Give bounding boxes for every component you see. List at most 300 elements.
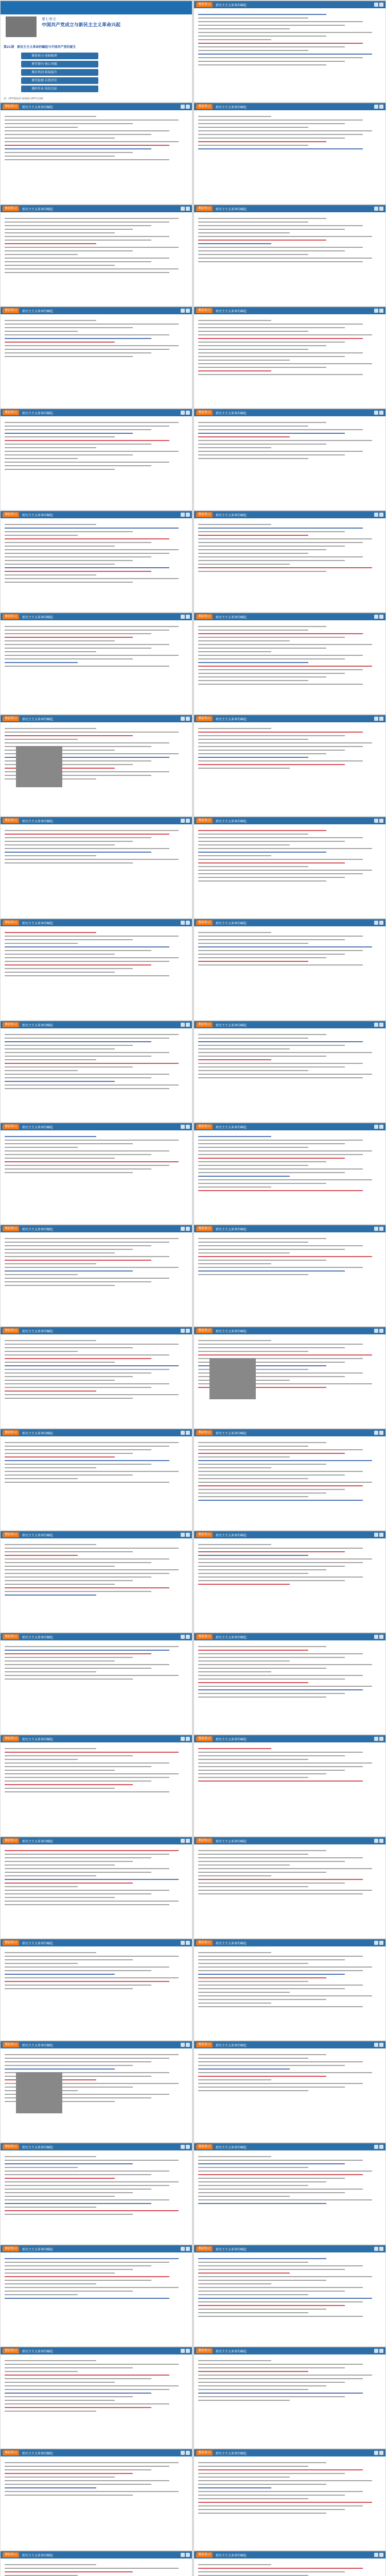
text-line (198, 2389, 308, 2390)
text-line (5, 1041, 151, 1042)
next-icon[interactable] (379, 1329, 383, 1333)
nav-arrows[interactable] (374, 1941, 383, 1945)
slide-tag: 课前预习 (196, 2450, 213, 2455)
nav-arrows[interactable] (181, 921, 190, 925)
nav-arrows[interactable] (181, 2553, 190, 2557)
nav-arrows[interactable] (374, 1023, 383, 1027)
prev-icon[interactable] (181, 1431, 185, 1435)
nav-arrows[interactable] (181, 1227, 190, 1231)
slide-row (0, 1735, 386, 1837)
next-icon[interactable] (379, 1839, 383, 1843)
next-icon[interactable] (379, 717, 383, 721)
nav-arrows[interactable] (374, 1737, 383, 1741)
next-icon[interactable] (186, 1839, 190, 1843)
nav-arrows[interactable] (374, 1125, 383, 1129)
next-icon[interactable] (186, 513, 190, 517)
next-icon[interactable] (186, 2043, 190, 2047)
slide-subtitle: 新民主主义革命的崛起 (22, 1329, 54, 1333)
nav-arrows[interactable] (181, 2043, 190, 2047)
prev-icon[interactable] (374, 1227, 378, 1231)
text-line (5, 1376, 133, 1377)
text-line (198, 1238, 326, 1239)
nav-arrows[interactable] (181, 1533, 190, 1537)
slide-thumbnail[interactable] (194, 2143, 385, 2244)
slide-thumbnail[interactable] (1, 2551, 192, 2576)
slide-tag: 课前预习 (196, 1124, 213, 1129)
prev-icon[interactable] (181, 2553, 185, 2557)
slide-body (1, 1538, 192, 1601)
slide-thumbnail[interactable] (194, 715, 385, 816)
slide-thumbnail[interactable] (1, 511, 192, 612)
text-line (5, 1981, 169, 1982)
text-line (5, 2400, 115, 2401)
slide-thumbnail[interactable] (1, 1327, 192, 1428)
next-icon[interactable] (379, 921, 383, 925)
next-icon[interactable] (379, 105, 383, 109)
cover-site: 第一PPT模板网 WWW.1PPT.COM (4, 97, 43, 100)
nav-arrows[interactable] (181, 2145, 190, 2149)
slide-thumbnail[interactable] (1, 715, 192, 816)
slide-header-bar (194, 103, 385, 110)
slide-thumbnail[interactable] (194, 2449, 385, 2550)
slide-tag: 课前预习 (196, 206, 213, 211)
prev-icon[interactable] (181, 2043, 185, 2047)
text-line (5, 658, 133, 659)
next-icon[interactable] (379, 2349, 383, 2353)
next-icon[interactable] (379, 2247, 383, 2251)
nav-arrows[interactable] (374, 615, 383, 619)
text-line (198, 655, 363, 656)
prev-icon[interactable] (374, 2553, 378, 2557)
prev-icon[interactable] (374, 309, 378, 313)
nav-arrows[interactable] (374, 207, 383, 211)
next-icon[interactable] (186, 207, 190, 211)
slide-thumbnail[interactable] (194, 1429, 385, 1530)
prev-icon[interactable] (181, 513, 185, 517)
next-icon[interactable] (379, 513, 383, 517)
slide-thumbnail[interactable] (1, 2041, 192, 2142)
nav-arrows[interactable] (374, 2349, 383, 2353)
slide-thumbnail[interactable] (1, 1633, 192, 1734)
slide-thumbnail[interactable] (1, 205, 192, 306)
slide-thumbnail[interactable] (194, 1837, 385, 1938)
slide-thumbnail[interactable] (1, 103, 192, 204)
next-icon[interactable] (379, 411, 383, 415)
prev-icon[interactable] (181, 1533, 185, 1537)
slide-thumbnail[interactable] (194, 2551, 385, 2576)
next-icon[interactable] (379, 1023, 383, 1027)
slide-thumbnail[interactable] (194, 409, 385, 510)
next-icon[interactable] (186, 1635, 190, 1639)
next-icon[interactable] (186, 411, 190, 415)
text-line (5, 265, 115, 266)
text-line (198, 334, 372, 335)
prev-icon[interactable] (374, 1533, 378, 1537)
text-line (5, 1551, 133, 1552)
nav-arrows[interactable] (374, 2553, 383, 2557)
next-icon[interactable] (379, 819, 383, 823)
text-line (198, 345, 326, 346)
next-icon[interactable] (186, 1227, 190, 1231)
slide-body (1, 1742, 192, 1798)
slide-thumbnail[interactable] (194, 817, 385, 918)
slide-thumbnail[interactable] (194, 205, 385, 306)
slide-subtitle: 新民主主义革命的崛起 (22, 1431, 54, 1435)
nav-arrows[interactable] (374, 1839, 383, 1843)
slide-thumbnail[interactable] (194, 1123, 385, 1224)
slide-body (194, 2150, 385, 2210)
text-line (198, 2396, 345, 2397)
slide-thumbnail[interactable] (194, 1021, 385, 1122)
prev-icon[interactable] (374, 1023, 378, 1027)
slide-thumbnail[interactable] (1, 1531, 192, 1632)
text-line (5, 1671, 96, 1672)
slide-tag: 课前预习 (3, 2450, 19, 2455)
slide-tag: 课前预习 (196, 1634, 213, 1639)
cover-menu-item[interactable]: 课后巩固·拓展提升 (21, 69, 98, 76)
prev-icon[interactable] (374, 1125, 378, 1129)
nav-arrows[interactable] (181, 1431, 190, 1435)
prev-icon[interactable] (374, 1329, 378, 1333)
next-icon[interactable] (186, 1125, 190, 1129)
nav-arrows[interactable] (374, 717, 383, 721)
next-icon[interactable] (379, 2145, 383, 2149)
slide-thumbnail[interactable] (1, 817, 192, 918)
slide-image (16, 2072, 62, 2113)
nav-arrows[interactable] (374, 411, 383, 415)
nav-arrows[interactable] (374, 2247, 383, 2251)
nav-arrows[interactable] (374, 2145, 383, 2149)
prev-icon[interactable] (374, 1737, 378, 1741)
text-line (198, 1959, 345, 1960)
next-icon[interactable] (186, 309, 190, 313)
text-line (198, 564, 290, 565)
nav-arrows[interactable] (181, 1941, 190, 1945)
next-icon[interactable] (379, 1635, 383, 1639)
slide-thumbnail[interactable] (1, 919, 192, 1020)
nav-arrows[interactable] (374, 1635, 383, 1639)
nav-arrows[interactable] (181, 309, 190, 313)
next-icon[interactable] (379, 1227, 383, 1231)
text-line (198, 1500, 363, 1501)
prev-icon[interactable] (181, 1329, 185, 1333)
text-line (198, 676, 326, 677)
prev-icon[interactable] (181, 1023, 185, 1027)
text-line (198, 2367, 345, 2368)
nav-arrows[interactable] (181, 411, 190, 415)
slide-thumbnail[interactable] (194, 2245, 385, 2346)
next-icon[interactable] (186, 2247, 190, 2251)
slide-thumbnail[interactable] (194, 1327, 385, 1428)
prev-icon[interactable] (181, 1227, 185, 1231)
text-line (5, 1372, 151, 1374)
text-line (5, 2287, 179, 2288)
nav-arrows[interactable] (181, 513, 190, 517)
next-icon[interactable] (379, 615, 383, 619)
slide-thumbnail[interactable] (194, 2041, 385, 2142)
prev-icon[interactable] (374, 819, 378, 823)
slide-thumbnail[interactable] (1, 2347, 192, 2448)
text-line (5, 327, 133, 328)
text-line (5, 469, 115, 470)
text-line (5, 2571, 133, 2572)
slide-thumbnail[interactable] (1, 1021, 192, 1122)
nav-arrows[interactable] (374, 921, 383, 925)
text-line (198, 1566, 345, 1567)
text-line (5, 1781, 151, 1782)
slide-thumbnail[interactable] (194, 2347, 385, 2448)
cover-menu-item[interactable]: 课堂检测·自我评价 (21, 77, 98, 84)
prev-icon[interactable] (181, 2451, 185, 2455)
next-icon[interactable] (379, 1533, 383, 1537)
text-line (198, 422, 326, 423)
slide-header-bar (1, 205, 192, 212)
nav-arrows[interactable] (181, 1329, 190, 1333)
next-icon[interactable] (186, 105, 190, 109)
slide-thumbnail[interactable] (1, 2245, 192, 2346)
nav-arrows[interactable] (181, 615, 190, 619)
next-icon[interactable] (379, 1431, 383, 1435)
slide-subtitle: 新民主主义革命的崛起 (22, 1941, 54, 1945)
text-line (198, 728, 271, 729)
nav-arrows[interactable] (181, 1737, 190, 1741)
text-line (5, 637, 133, 638)
nav-arrows[interactable] (181, 717, 190, 721)
text-line (198, 666, 372, 667)
slide-thumbnail[interactable] (1, 613, 192, 714)
prev-icon[interactable] (374, 2145, 378, 2149)
next-icon[interactable] (379, 1125, 383, 1129)
text-line (198, 1263, 271, 1264)
next-icon[interactable] (186, 2451, 190, 2455)
prev-icon[interactable] (181, 615, 185, 619)
nav-arrows[interactable] (374, 309, 383, 313)
text-line (198, 1070, 308, 1071)
text-line (198, 360, 290, 361)
next-icon[interactable] (186, 2145, 190, 2149)
text-line (198, 946, 372, 947)
nav-arrows[interactable] (181, 2349, 190, 2353)
text-line (198, 43, 363, 44)
text-line (198, 2160, 363, 2161)
text-line (5, 1879, 179, 1880)
text-line (5, 1238, 179, 1239)
text-line (198, 753, 326, 754)
slide-thumbnail[interactable] (1, 1429, 192, 1530)
slide-header-bar (194, 1837, 385, 1844)
slide-thumbnail[interactable] (1, 307, 192, 408)
nav-arrows[interactable] (374, 2043, 383, 2047)
text-line (5, 1664, 169, 1665)
prev-icon[interactable] (181, 921, 185, 925)
text-line (5, 1464, 151, 1465)
next-icon[interactable] (379, 1737, 383, 1741)
prev-icon[interactable] (374, 2349, 378, 2353)
slide-thumbnail[interactable] (194, 511, 385, 612)
slide-header-bar (194, 511, 385, 518)
next-icon[interactable] (379, 309, 383, 313)
prev-icon[interactable] (181, 2247, 185, 2251)
prev-icon[interactable] (181, 717, 185, 721)
nav-arrows[interactable] (181, 819, 190, 823)
slide-thumbnail[interactable] (1, 1, 192, 102)
text-line (198, 768, 290, 769)
slide-thumbnail[interactable] (194, 613, 385, 714)
prev-icon[interactable] (181, 2349, 185, 2353)
next-icon[interactable] (186, 921, 190, 925)
prev-icon[interactable] (181, 207, 185, 211)
next-icon[interactable] (186, 1329, 190, 1333)
cover-menu-item[interactable]: 课时作业·知识达标 (21, 86, 98, 92)
prev-icon[interactable] (374, 1839, 378, 1843)
prev-icon[interactable] (181, 1839, 185, 1843)
slide-body (1, 518, 192, 588)
text-line (5, 1872, 151, 1873)
prev-icon[interactable] (374, 2451, 378, 2455)
prev-icon[interactable] (374, 3, 378, 7)
prev-icon[interactable] (374, 921, 378, 925)
text-line (198, 1759, 308, 1760)
prev-icon[interactable] (181, 819, 185, 823)
slide-thumbnail[interactable] (1, 2449, 192, 2550)
prev-icon[interactable] (181, 1125, 185, 1129)
slide-header-bar (1, 409, 192, 416)
prev-icon[interactable] (374, 1431, 378, 1435)
next-icon[interactable] (186, 2349, 190, 2353)
text-line (5, 324, 179, 325)
nav-arrows[interactable] (181, 207, 190, 211)
prev-icon[interactable] (374, 411, 378, 415)
slide-thumbnail[interactable] (194, 1225, 385, 1326)
next-icon[interactable] (379, 2553, 383, 2557)
nav-arrows[interactable] (374, 2451, 383, 2455)
prev-icon[interactable] (374, 2247, 378, 2251)
next-icon[interactable] (379, 207, 383, 211)
prev-icon[interactable] (374, 717, 378, 721)
slide-thumbnail[interactable] (194, 1939, 385, 2040)
prev-icon[interactable] (181, 105, 185, 109)
next-icon[interactable] (379, 2451, 383, 2455)
nav-arrows[interactable] (181, 2451, 190, 2455)
nav-arrows[interactable] (181, 1125, 190, 1129)
slide-row (0, 1021, 386, 1123)
text-line (5, 1963, 78, 1964)
text-line (198, 1143, 345, 1144)
nav-arrows[interactable] (374, 1431, 383, 1435)
nav-arrows[interactable] (374, 513, 383, 517)
text-line (198, 1482, 372, 1483)
slide-thumbnail[interactable] (1, 409, 192, 510)
next-icon[interactable] (186, 1533, 190, 1537)
nav-arrows[interactable] (374, 1227, 383, 1231)
text-line (198, 429, 363, 430)
text-line (198, 1485, 363, 1486)
prev-icon[interactable] (181, 1941, 185, 1945)
prev-icon[interactable] (181, 1737, 185, 1741)
slide-body (194, 8, 385, 71)
slide-thumbnail[interactable] (1, 1225, 192, 1326)
slide-thumbnail[interactable] (1, 1735, 192, 1836)
slide-thumbnail[interactable] (1, 2143, 192, 2244)
prev-icon[interactable] (374, 513, 378, 517)
text-line (198, 2568, 363, 2569)
next-icon[interactable] (379, 3, 383, 7)
slide-thumbnail[interactable] (194, 1735, 385, 1836)
next-icon[interactable] (186, 1737, 190, 1741)
slide-thumbnail[interactable] (194, 1633, 385, 1734)
nav-arrows[interactable] (374, 1533, 383, 1537)
nav-arrows[interactable] (374, 1329, 383, 1333)
slide-thumbnail[interactable] (194, 1531, 385, 1632)
prev-icon[interactable] (374, 1941, 378, 1945)
nav-arrows[interactable] (374, 3, 383, 7)
next-icon[interactable] (379, 2043, 383, 2047)
slide-thumbnail[interactable] (194, 919, 385, 1020)
slide-subtitle: 新民主主义革命的崛起 (216, 1125, 247, 1129)
prev-icon[interactable] (374, 105, 378, 109)
next-icon[interactable] (186, 2553, 190, 2557)
slide-thumbnail[interactable] (194, 307, 385, 408)
text-line (5, 666, 169, 667)
text-line (5, 1766, 151, 1767)
prev-icon[interactable] (374, 615, 378, 619)
nav-arrows[interactable] (374, 105, 383, 109)
next-icon[interactable] (186, 1941, 190, 1945)
slide-body (194, 824, 385, 887)
nav-arrows[interactable] (181, 1023, 190, 1027)
text-line (5, 1904, 169, 1905)
next-icon[interactable] (186, 615, 190, 619)
cover-menu-item[interactable]: 课堂探究·核心突破 (21, 61, 98, 67)
cover-menu-item[interactable]: 课前预习·基础梳理 (21, 53, 98, 59)
next-icon[interactable] (379, 1941, 383, 1945)
prev-icon[interactable] (181, 1635, 185, 1639)
slide-body (194, 1844, 385, 1900)
text-line (198, 1150, 372, 1151)
text-line (198, 1187, 271, 1188)
prev-icon[interactable] (374, 207, 378, 211)
text-line (5, 1270, 133, 1272)
prev-icon[interactable] (374, 2043, 378, 2047)
slide-body (1, 314, 192, 363)
next-icon[interactable] (186, 1023, 190, 1027)
slide-thumbnail[interactable] (194, 1, 385, 102)
slide-subtitle: 新民主主义革命的崛起 (216, 309, 247, 313)
next-icon[interactable] (186, 717, 190, 721)
slide-thumbnail[interactable] (1, 1837, 192, 1938)
nav-arrows[interactable] (181, 2247, 190, 2251)
nav-arrows[interactable] (181, 1839, 190, 1843)
nav-arrows[interactable] (181, 105, 190, 109)
slide-thumbnail[interactable] (1, 1123, 192, 1224)
text-line (5, 1893, 151, 1894)
prev-icon[interactable] (181, 309, 185, 313)
next-icon[interactable] (186, 1431, 190, 1435)
next-icon[interactable] (186, 819, 190, 823)
slide-row (0, 1939, 386, 2041)
text-line (5, 462, 169, 463)
text-line (198, 2316, 363, 2317)
slide-thumbnail[interactable] (194, 103, 385, 204)
prev-icon[interactable] (374, 1635, 378, 1639)
nav-arrows[interactable] (181, 1635, 190, 1639)
slide-thumbnail[interactable] (1, 1939, 192, 2040)
prev-icon[interactable] (181, 2145, 185, 2149)
text-line (198, 964, 363, 965)
nav-arrows[interactable] (374, 819, 383, 823)
prev-icon[interactable] (181, 411, 185, 415)
slide-header-bar (1, 1837, 192, 1844)
